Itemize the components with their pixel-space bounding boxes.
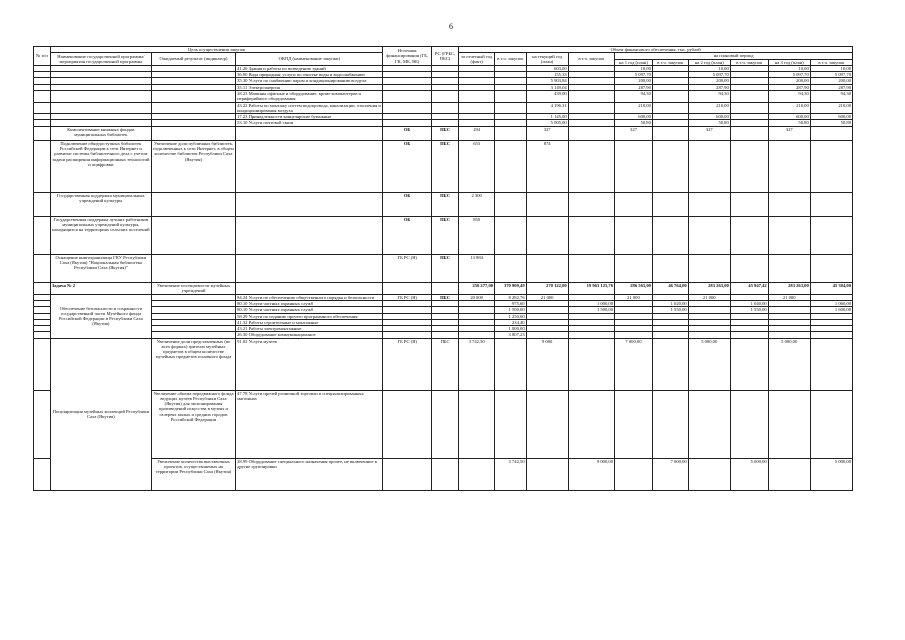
table-cell: 200,00: [810, 78, 852, 84]
table-cell: 155,33: [526, 72, 568, 78]
table-cell: 80.10 Услуги частных охранных служб: [236, 307, 383, 313]
table-cell: 5 097,70: [688, 72, 730, 78]
table-cell: 4 196,31: [526, 102, 568, 114]
table-cell: 1 250,00: [495, 313, 527, 319]
empty-cell: [568, 126, 614, 140]
empty-cell: [50, 90, 151, 102]
table-cell: 600,00: [615, 114, 653, 120]
table-cell: [730, 102, 768, 114]
table-cell: 21 000: [688, 294, 730, 300]
empty-cell: [730, 140, 768, 192]
empty-cell: [495, 390, 527, 458]
empty-cell: [568, 254, 614, 282]
empty-cell: [568, 390, 614, 458]
table-cell: ПБС: [431, 192, 458, 216]
table-cell: 1 020,00: [652, 300, 688, 306]
table-row: [34, 338, 853, 390]
empty-cell: [615, 458, 653, 490]
empty-cell: [526, 216, 568, 254]
table-cell: 47.78 Услуги прочей розничной торговли в специализированных магазинах: [236, 390, 383, 458]
empty-cell: [810, 140, 852, 192]
table-cell: [495, 90, 527, 102]
empty-cell: [34, 390, 51, 458]
table-cell: 270 122,00: [526, 282, 568, 294]
table-cell: 3 742,50: [459, 338, 495, 390]
program-row: [34, 192, 853, 216]
table-cell: 200,00: [615, 78, 653, 84]
table-cell: ПБС: [431, 216, 458, 254]
table-cell: 28.23 Машины офисные и оборудование, кроме компьютеров и периферийного оборудования: [236, 90, 383, 102]
table-cell: 94,30: [768, 90, 810, 102]
table-cell: ГБ РС (Я): [383, 338, 431, 390]
empty-cell: [50, 102, 151, 114]
table-cell: 439,00: [526, 90, 568, 102]
table-cell: 10,00: [615, 65, 653, 71]
table-cell: ПБС: [431, 140, 458, 192]
empty-cell: [383, 90, 431, 102]
table-cell: 35.30 Услуги по снабжению паром и кондиционированию воздуха: [236, 78, 383, 84]
empty-cell: [568, 192, 614, 216]
empty-cell: [34, 102, 51, 114]
table-cell: Увеличение посещаемости музейных учреждений: [151, 282, 235, 294]
empty-cell: [236, 126, 383, 140]
table-cell: 41.20 Здания и работы по возведению зданий: [236, 65, 383, 71]
empty-cell: [459, 390, 495, 458]
table-cell: 43.22 Работы по монтажу систем водопровода, канализации, отопления и кондиционирования воздуха: [236, 102, 383, 114]
table-cell: 1 000,00: [568, 300, 614, 306]
program-row: [34, 126, 853, 140]
table-cell: 50,80: [768, 120, 810, 126]
table-cell: 3 742,50: [495, 458, 527, 490]
table-cell: 327: [615, 126, 653, 140]
empty-cell: [688, 216, 730, 254]
empty-cell: [495, 192, 527, 216]
col-incl4: в т.ч. закупок: [730, 59, 768, 65]
empty-cell: [652, 126, 688, 140]
empty-cell: [431, 102, 458, 114]
table-cell: 26.30 Оборудование коммуникационное: [236, 332, 383, 338]
table-cell: ГБ РС (Я): [383, 254, 431, 282]
table-cell: 287,90: [615, 84, 653, 90]
empty-cell: [810, 254, 852, 282]
empty-cell: [688, 390, 730, 458]
table-cell: ОБ: [383, 140, 431, 192]
col-incl2: в т.ч. закупок: [568, 53, 614, 66]
empty-cell: [34, 216, 51, 254]
table-cell: 256 277,00: [459, 282, 495, 294]
empty-cell: [568, 140, 614, 192]
procurement-table: [33, 46, 853, 491]
empty-cell: [730, 192, 768, 216]
table-cell: 36.00 Вода природная; услуги по очистке воды и водоснабжению: [236, 72, 383, 78]
table-cell: 1 600,00: [810, 307, 852, 313]
empty-cell: [526, 458, 568, 490]
empty-cell: [810, 338, 852, 390]
program-row: [34, 254, 853, 282]
empty-cell: [730, 216, 768, 254]
table-cell: ОБ: [383, 192, 431, 216]
table-cell: [768, 140, 810, 192]
table-cell: [730, 90, 768, 102]
empty-cell: [810, 390, 852, 458]
empty-cell: [730, 254, 768, 282]
table-cell: 283 263,00: [688, 282, 730, 294]
table-cell: 653: [459, 140, 495, 192]
col-num: № п/п: [34, 47, 51, 66]
table-cell: [151, 126, 235, 140]
table-cell: 283 263,00: [768, 282, 810, 294]
empty-cell: [495, 254, 527, 282]
empty-cell: [236, 254, 383, 282]
table-cell: [652, 102, 688, 114]
table-cell: 1 060,00: [810, 300, 852, 306]
empty-cell: [34, 126, 51, 140]
empty-cell: [526, 192, 568, 216]
table-cell: 41.32 Работы строительные и монтажные: [236, 319, 383, 325]
table-cell: 5 000,00: [768, 338, 810, 390]
col-year3: на 3 год (план): [768, 59, 810, 65]
table-cell: 45 384,00: [810, 282, 852, 294]
empty-cell: [615, 216, 653, 254]
table-cell: 234,40: [495, 319, 527, 325]
empty-cell: [495, 126, 527, 140]
empty-cell: [383, 102, 431, 114]
table-cell: 5 097,70: [768, 72, 810, 78]
col-current: на текущий год (план): [526, 53, 568, 66]
table-cell: 210,00: [768, 102, 810, 114]
empty-cell: [768, 458, 810, 490]
table-cell: 210,00: [615, 102, 653, 114]
empty-cell: [383, 282, 431, 294]
empty-cell: [151, 90, 235, 102]
table-cell: 21 000: [768, 294, 810, 300]
empty-cell: [383, 390, 431, 458]
table-cell: 975,60: [495, 300, 527, 306]
table-cell: 21 000: [615, 294, 653, 300]
table-cell: 19 963 125,76: [568, 282, 614, 294]
col-rs: РС (ГРБС, ПБС): [431, 47, 458, 66]
empty-cell: [34, 282, 51, 294]
empty-cell: [768, 254, 810, 282]
empty-cell: [652, 216, 688, 254]
table-cell: 8 282,76: [495, 294, 527, 300]
table-cell: 5 097,70: [810, 72, 852, 78]
table-cell: 600,00: [810, 114, 852, 120]
table-cell: 10,00: [768, 65, 810, 71]
table-cell: 1 040,00: [730, 300, 768, 306]
col-goal: Цель осуществления закупок: [50, 47, 383, 53]
table-cell: 80.10 Услуги частных охранных служб: [236, 300, 383, 306]
table-cell: 50,80: [688, 120, 730, 126]
empty-cell: [236, 216, 383, 254]
col-year1: на 1 год (план): [615, 59, 653, 65]
empty-cell: [652, 254, 688, 282]
empty-cell: [151, 192, 235, 216]
table-cell: 210,00: [810, 102, 852, 114]
empty-cell: [34, 338, 51, 390]
table-cell: 600,00: [688, 114, 730, 120]
table-cell: ОБ: [383, 126, 431, 140]
table-cell: 53.10 Услуги почтовой связи: [236, 120, 383, 126]
table-cell: Популяризация музейных коллекций Республики Саха (Якутия): [50, 338, 151, 490]
empty-cell: [236, 192, 383, 216]
empty-cell: [34, 140, 51, 192]
empty-cell: [34, 254, 51, 282]
page-number: 6: [449, 22, 453, 31]
empty-cell: [526, 254, 568, 282]
table-cell: Государственная поддержка муниципальных учреждений культуры: [50, 192, 151, 216]
table-cell: 1 500,00: [495, 307, 527, 313]
empty-cell: [768, 216, 810, 254]
table-cell: 1 145,00: [526, 114, 568, 120]
table-cell: 13 884: [459, 254, 495, 282]
empty-cell: [431, 458, 458, 490]
table-cell: 287,90: [810, 84, 852, 90]
table-row: [34, 458, 853, 490]
empty-cell: [34, 458, 51, 490]
empty-cell: [34, 90, 51, 102]
empty-cell: [810, 192, 852, 216]
table-cell: 58.29 Услуги по изданию прочего программного обеспечения: [236, 313, 383, 319]
task-row: [34, 282, 853, 294]
empty-cell: [810, 216, 852, 254]
table-cell: 50,80: [810, 120, 852, 126]
table-cell: 327: [526, 126, 568, 140]
table-cell: 50,80: [615, 120, 653, 126]
empty-cell: [652, 192, 688, 216]
table-cell: Увеличение количества выставочных проектов, осуществляемых на территории Республики Саха (Якутия): [151, 458, 235, 490]
table-cell: 287,90: [688, 84, 730, 90]
table-cell: ГБ РС (Я): [383, 294, 431, 300]
empty-cell: [526, 390, 568, 458]
empty-cell: [568, 338, 614, 390]
table-cell: [495, 102, 527, 114]
table-row: [34, 390, 853, 458]
empty-cell: [459, 458, 495, 490]
table-cell: 294: [459, 126, 495, 140]
empty-cell: [652, 140, 688, 192]
empty-cell: [568, 216, 614, 254]
table-cell: 5 097,70: [615, 72, 653, 78]
table-cell: [459, 90, 495, 102]
empty-cell: [615, 390, 653, 458]
table-cell: 5 000,00: [810, 458, 852, 490]
table-cell: Увеличение доли представленных (во всех формах) зрителю музейных предметов в общем количестве музейных предметов основного фонда: [151, 338, 235, 390]
table-cell: 43.21 Работы электромонтажные: [236, 326, 383, 332]
table-cell: Подключение общедоступных библиотек Российской Федерации к сети Интернет и развитие системы библиотечного дела с учетом задачи расширения информационных технологий и оцифровки: [50, 140, 151, 192]
empty-cell: [34, 192, 51, 216]
empty-cell: [495, 338, 527, 390]
empty-cell: [495, 216, 527, 254]
empty-cell: [810, 126, 852, 140]
table-cell: Увеличение доли публичных библиотек, подключенных к сети Интернет, в общем количестве библиотек Республики Саха (Якутия): [151, 140, 235, 192]
table-cell: ПБС: [431, 338, 458, 390]
table-cell: 3 149,04: [526, 84, 568, 90]
table-cell: Задача № 2: [50, 282, 151, 294]
empty-cell: [652, 390, 688, 458]
table-cell: 286 563,00: [615, 282, 653, 294]
table-cell: 7 000,00: [615, 338, 653, 390]
col-plan-period: на плановый период: [615, 53, 853, 59]
col-program: Наименование государственной программы/ мероприятия государственной программы: [50, 53, 151, 66]
table-cell: ОБ: [383, 216, 431, 254]
table-cell: 5 903,84: [526, 78, 568, 84]
table-cell: 5 000,00: [688, 338, 730, 390]
table-cell: 28.99 Оборудование специального назначения прочее, не включенное в другие группировки: [236, 458, 383, 490]
empty-cell: [730, 338, 768, 390]
table-cell: 327: [768, 126, 810, 140]
empty-cell: [151, 254, 235, 282]
empty-cell: [688, 458, 730, 490]
table-cell: 20 000: [459, 294, 495, 300]
empty-cell: [688, 192, 730, 216]
empty-cell: [236, 282, 383, 294]
empty-cell: [495, 140, 527, 192]
table-cell: 1 000,00: [495, 326, 527, 332]
empty-cell: [383, 458, 431, 490]
table-cell: 94,30: [688, 90, 730, 102]
empty-cell: [652, 338, 688, 390]
table-cell: 1 550,00: [652, 307, 688, 313]
table-row: [34, 90, 853, 102]
table-cell: [568, 102, 614, 114]
table-cell: 850: [459, 216, 495, 254]
empty-cell: [615, 192, 653, 216]
table-cell: 327: [688, 126, 730, 140]
table-cell: Комплектование книжных фондов муниципальных библиотек: [50, 126, 151, 140]
table-cell: 84.24 Услуги по обеспечению общественного порядка и безопасности: [236, 294, 383, 300]
table-cell: 5 000,00: [730, 458, 768, 490]
empty-cell: [730, 126, 768, 140]
empty-cell: [730, 390, 768, 458]
program-row: [34, 140, 853, 192]
empty-cell: [431, 390, 458, 458]
table-cell: 370 909,49: [495, 282, 527, 294]
table-cell: Увеличение объема передвижного фонда ведущих музеев Республики Саха (Якутия) для экспонирования произведений искусства в музеях и галереях малых и средних городов Российской Федерации: [151, 390, 235, 458]
table-cell: 210,00: [688, 102, 730, 114]
table-cell: 94,30: [615, 90, 653, 102]
col-source: Источник финансирования (ГБ, ГК, МБ, ВБ): [383, 47, 431, 66]
empty-cell: [688, 254, 730, 282]
table-cell: 874: [526, 140, 568, 192]
col-okpd: ОКПД (наименование закупки): [236, 53, 383, 66]
table-cell: ПБС: [431, 294, 458, 300]
table-cell: 1 500,00: [568, 307, 614, 313]
table-cell: 10,00: [688, 65, 730, 71]
col-incl3: в т.ч. закупок: [652, 59, 688, 65]
table-cell: Оснащение книгохранилища ГКУ Республики Саха (Якутия) "Национальная библиотека Республики Саха (Якутия)": [50, 254, 151, 282]
table-cell: 200,00: [688, 78, 730, 84]
table-cell: 1 550,00: [730, 307, 768, 313]
table-cell: 3 807,23: [495, 332, 527, 338]
empty-cell: [431, 282, 458, 294]
table-cell: 35.11 Электроэнергия: [236, 84, 383, 90]
empty-cell: [431, 90, 458, 102]
table-cell: 600,00: [768, 114, 810, 120]
table-cell: ПБС: [431, 126, 458, 140]
col-year2: на 2 год (план): [688, 59, 730, 65]
table-cell: 9 000: [526, 338, 568, 390]
table-cell: 2 300: [459, 192, 495, 216]
table-cell: Государственная поддержка лучших работников муниципальных учреждений культуры, находящихся на территориях сельских поселений: [50, 216, 151, 254]
table-cell: 46 764,00: [652, 282, 688, 294]
table-cell: 91.02 Услуги музеев: [236, 338, 383, 390]
table-cell: Обеспечение безопасности и сохранности государственной части Музейного фонда Российской Федерации и Республики Саха (Якутия): [50, 294, 151, 338]
empty-cell: [151, 102, 235, 114]
table-cell: [615, 140, 653, 192]
table-cell: [568, 90, 614, 102]
empty-cell: [768, 192, 810, 216]
empty-cell: [236, 140, 383, 192]
col-result: Ожидаемый результат (индикатор): [151, 53, 235, 66]
table-cell: 603,00: [526, 65, 568, 71]
col-volume: Объем финансового обеспечения, тыс. рублей: [459, 47, 853, 53]
col-incl1: в т.ч. закупок: [495, 53, 527, 66]
table-cell: 7 000,00: [652, 458, 688, 490]
table-cell: ПБС: [431, 254, 458, 282]
table-cell: 45 947,42: [730, 282, 768, 294]
col-incl5: в т.ч. закупок: [810, 59, 852, 65]
table-cell: [652, 90, 688, 102]
col-report: за отчетный год (факт): [459, 53, 495, 66]
program-row: [34, 216, 853, 254]
table-cell: 200,00: [768, 78, 810, 84]
table-row: [34, 102, 853, 114]
table-cell: 9 000,00: [568, 458, 614, 490]
table-cell: 21 000: [526, 294, 568, 300]
table-cell: [459, 102, 495, 114]
empty-cell: [768, 390, 810, 458]
empty-cell: [151, 216, 235, 254]
table-cell: 94,30: [810, 90, 852, 102]
table-cell: 17.23 Принадлежности канцелярские бумажные: [236, 114, 383, 120]
table-cell: 5 005,00: [526, 120, 568, 126]
empty-cell: [615, 254, 653, 282]
table-cell: 287,90: [768, 84, 810, 90]
table-cell: 10,00: [810, 65, 852, 71]
table-cell: [688, 140, 730, 192]
